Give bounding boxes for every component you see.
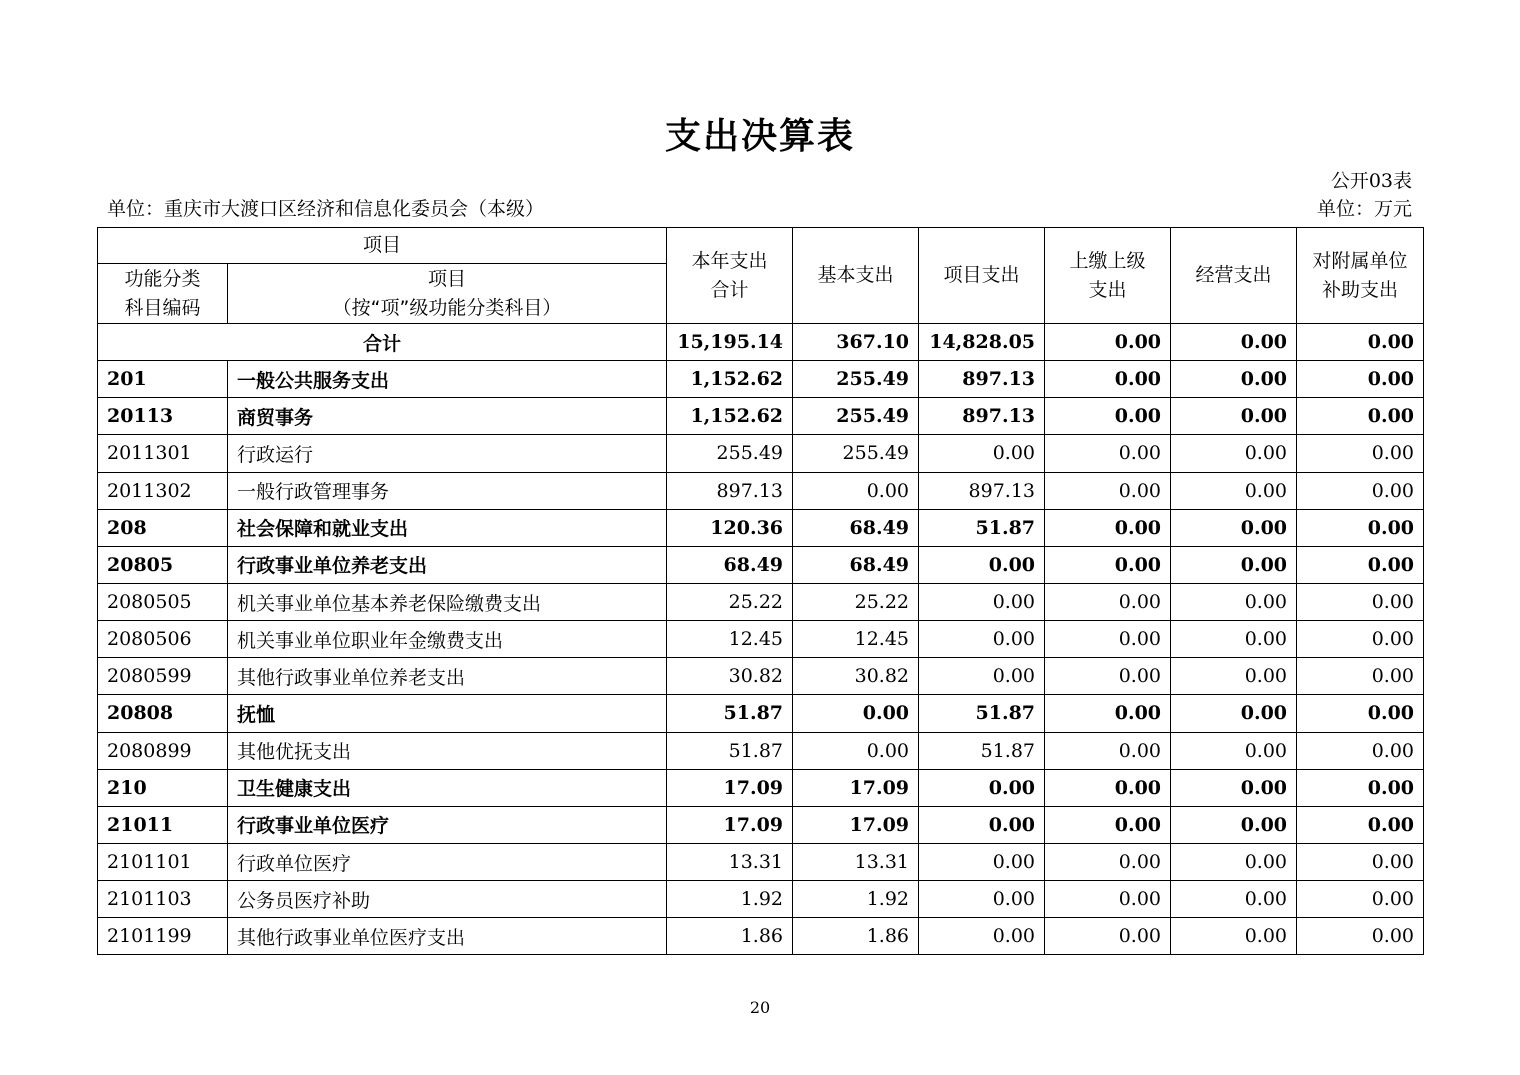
row-value: 0.00 bbox=[1045, 918, 1171, 955]
row-value: 12.45 bbox=[793, 621, 919, 658]
header-subsidy-line2: 补助支出 bbox=[1322, 278, 1399, 301]
row-value: 51.87 bbox=[919, 509, 1045, 546]
row-value: 897.13 bbox=[919, 361, 1045, 398]
row-value: 1.86 bbox=[667, 918, 793, 955]
row-value: 0.00 bbox=[1171, 546, 1297, 583]
row-value: 0.00 bbox=[1171, 732, 1297, 769]
row-value: 0.00 bbox=[919, 806, 1045, 843]
organization-unit: 单位：重庆市大渡口区经济和信息化委员会（本级） bbox=[107, 198, 545, 220]
row-value: 17.09 bbox=[793, 806, 919, 843]
header-upper-line1: 上缴上级 bbox=[1069, 249, 1146, 272]
row-code: 2101101 bbox=[98, 843, 228, 880]
row-value: 0.00 bbox=[919, 658, 1045, 695]
row-code: 20808 bbox=[98, 695, 228, 732]
row-value: 120.36 bbox=[667, 509, 793, 546]
row-name: 社会保障和就业支出 bbox=[228, 509, 667, 546]
row-code: 20113 bbox=[98, 398, 228, 435]
row-value: 13.31 bbox=[793, 843, 919, 880]
row-code: 2101199 bbox=[98, 918, 228, 955]
table-row bbox=[98, 509, 1424, 546]
row-value: 0.00 bbox=[1045, 546, 1171, 583]
row-value: 0.00 bbox=[1045, 695, 1171, 732]
row-name: 行政事业单位养老支出 bbox=[228, 546, 667, 583]
row-value: 13.31 bbox=[667, 843, 793, 880]
table-row bbox=[98, 472, 1424, 509]
table-row bbox=[98, 546, 1424, 583]
row-value: 0.00 bbox=[1171, 881, 1297, 918]
row-value: 0.00 bbox=[1297, 472, 1424, 509]
header-subsidy-line1: 对附属单位 bbox=[1312, 249, 1408, 272]
total-value: 15,195.14 bbox=[667, 324, 793, 361]
row-value: 0.00 bbox=[919, 621, 1045, 658]
row-value: 0.00 bbox=[1297, 695, 1424, 732]
row-value: 0.00 bbox=[919, 843, 1045, 880]
row-value: 0.00 bbox=[1297, 769, 1424, 806]
header-upper bbox=[1045, 228, 1171, 324]
header-code bbox=[98, 264, 228, 324]
table-row bbox=[98, 658, 1424, 695]
row-value: 0.00 bbox=[1297, 732, 1424, 769]
row-code: 21011 bbox=[98, 806, 228, 843]
row-value: 0.00 bbox=[793, 472, 919, 509]
row-name: 公务员医疗补助 bbox=[228, 881, 667, 918]
row-value: 30.82 bbox=[793, 658, 919, 695]
row-code: 2080505 bbox=[98, 583, 228, 620]
row-value: 0.00 bbox=[1045, 769, 1171, 806]
row-name: 其他行政事业单位医疗支出 bbox=[228, 918, 667, 955]
row-value: 0.00 bbox=[1171, 843, 1297, 880]
row-name: 其他优抚支出 bbox=[228, 732, 667, 769]
row-value: 0.00 bbox=[1045, 881, 1171, 918]
row-value: 255.49 bbox=[793, 361, 919, 398]
row-value: 12.45 bbox=[667, 621, 793, 658]
row-value: 0.00 bbox=[919, 435, 1045, 472]
row-value: 0.00 bbox=[1297, 843, 1424, 880]
row-value: 0.00 bbox=[1045, 806, 1171, 843]
row-value: 0.00 bbox=[1171, 695, 1297, 732]
header-name-line1: 项目 bbox=[428, 267, 467, 290]
row-value: 897.13 bbox=[919, 472, 1045, 509]
row-value: 1.92 bbox=[667, 881, 793, 918]
total-value: 0.00 bbox=[1045, 324, 1171, 361]
row-code: 2080599 bbox=[98, 658, 228, 695]
row-code: 20805 bbox=[98, 546, 228, 583]
row-value: 51.87 bbox=[919, 695, 1045, 732]
row-name: 一般公共服务支出 bbox=[228, 361, 667, 398]
header-item: 项目 bbox=[98, 228, 667, 264]
header-operating: 经营支出 bbox=[1171, 228, 1297, 324]
row-value: 0.00 bbox=[793, 695, 919, 732]
row-value: 0.00 bbox=[1045, 621, 1171, 658]
row-value: 0.00 bbox=[1045, 732, 1171, 769]
table-row bbox=[98, 695, 1424, 732]
row-code: 210 bbox=[98, 769, 228, 806]
row-value: 51.87 bbox=[667, 695, 793, 732]
row-value: 0.00 bbox=[1171, 769, 1297, 806]
table-row bbox=[98, 806, 1424, 843]
row-name: 其他行政事业单位养老支出 bbox=[228, 658, 667, 695]
row-value: 0.00 bbox=[919, 881, 1045, 918]
row-value: 1.92 bbox=[793, 881, 919, 918]
row-value: 51.87 bbox=[919, 732, 1045, 769]
table-row bbox=[98, 621, 1424, 658]
row-value: 68.49 bbox=[793, 509, 919, 546]
total-value: 367.10 bbox=[793, 324, 919, 361]
row-value: 0.00 bbox=[1171, 398, 1297, 435]
row-value: 0.00 bbox=[1171, 806, 1297, 843]
row-value: 17.09 bbox=[793, 769, 919, 806]
row-value: 1,152.62 bbox=[667, 361, 793, 398]
table-row bbox=[98, 435, 1424, 472]
row-name: 机关事业单位基本养老保险缴费支出 bbox=[228, 583, 667, 620]
row-code: 2080899 bbox=[98, 732, 228, 769]
row-value: 0.00 bbox=[1171, 621, 1297, 658]
row-value: 0.00 bbox=[1045, 398, 1171, 435]
row-value: 0.00 bbox=[1171, 658, 1297, 695]
table-row bbox=[98, 361, 1424, 398]
row-value: 0.00 bbox=[793, 732, 919, 769]
row-name: 行政单位医疗 bbox=[228, 843, 667, 880]
table-row bbox=[98, 918, 1424, 955]
header-name bbox=[228, 264, 667, 324]
row-value: 0.00 bbox=[1297, 658, 1424, 695]
table-row bbox=[98, 583, 1424, 620]
total-value: 0.00 bbox=[1171, 324, 1297, 361]
row-value: 1.86 bbox=[793, 918, 919, 955]
row-name: 卫生健康支出 bbox=[228, 769, 667, 806]
header-total bbox=[667, 228, 793, 324]
row-code: 2080506 bbox=[98, 621, 228, 658]
table-row bbox=[98, 843, 1424, 880]
total-value: 14,828.05 bbox=[919, 324, 1045, 361]
expenditure-table bbox=[97, 227, 1424, 955]
row-name: 一般行政管理事务 bbox=[228, 472, 667, 509]
row-value: 0.00 bbox=[1297, 583, 1424, 620]
total-label: 合计 bbox=[98, 324, 667, 361]
row-value: 17.09 bbox=[667, 806, 793, 843]
row-value: 51.87 bbox=[667, 732, 793, 769]
row-value: 0.00 bbox=[1045, 509, 1171, 546]
row-value: 0.00 bbox=[1045, 658, 1171, 695]
header-name-line2: （按“项”级功能分类科目） bbox=[332, 296, 562, 319]
table-row bbox=[98, 732, 1424, 769]
row-value: 255.49 bbox=[793, 435, 919, 472]
row-value: 0.00 bbox=[1297, 361, 1424, 398]
row-value: 0.00 bbox=[1171, 435, 1297, 472]
total-row bbox=[98, 324, 1424, 361]
row-value: 0.00 bbox=[1045, 472, 1171, 509]
row-value: 897.13 bbox=[919, 398, 1045, 435]
table-body bbox=[98, 324, 1424, 955]
row-code: 208 bbox=[98, 509, 228, 546]
row-value: 0.00 bbox=[1171, 918, 1297, 955]
row-value: 0.00 bbox=[919, 583, 1045, 620]
row-name: 机关事业单位职业年金缴费支出 bbox=[228, 621, 667, 658]
row-value: 255.49 bbox=[667, 435, 793, 472]
row-value: 30.82 bbox=[667, 658, 793, 695]
row-value: 0.00 bbox=[1171, 509, 1297, 546]
currency-unit: 单位：万元 bbox=[1316, 198, 1412, 220]
page-number: 20 bbox=[749, 998, 771, 1017]
header-code-line2: 科目编码 bbox=[124, 296, 201, 319]
row-value: 0.00 bbox=[1045, 361, 1171, 398]
table-row bbox=[98, 769, 1424, 806]
row-value: 1,152.62 bbox=[667, 398, 793, 435]
header-subsidy bbox=[1297, 228, 1424, 324]
header-project: 项目支出 bbox=[919, 228, 1045, 324]
row-value: 25.22 bbox=[667, 583, 793, 620]
row-value: 0.00 bbox=[1297, 546, 1424, 583]
row-value: 68.49 bbox=[667, 546, 793, 583]
row-code: 2011301 bbox=[98, 435, 228, 472]
row-value: 68.49 bbox=[793, 546, 919, 583]
row-value: 0.00 bbox=[919, 918, 1045, 955]
page-title: 支出决算表 bbox=[664, 116, 855, 157]
header-upper-line2: 支出 bbox=[1088, 278, 1127, 301]
row-value: 0.00 bbox=[1297, 509, 1424, 546]
row-value: 0.00 bbox=[1045, 435, 1171, 472]
form-number: 公开03表 bbox=[1330, 170, 1412, 192]
row-value: 0.00 bbox=[1171, 583, 1297, 620]
row-value: 0.00 bbox=[1045, 583, 1171, 620]
row-value: 0.00 bbox=[1045, 843, 1171, 880]
row-value: 0.00 bbox=[1297, 435, 1424, 472]
row-value: 0.00 bbox=[1297, 806, 1424, 843]
row-code: 201 bbox=[98, 361, 228, 398]
row-value: 17.09 bbox=[667, 769, 793, 806]
row-value: 0.00 bbox=[1297, 621, 1424, 658]
header-total-line1: 本年支出 bbox=[691, 249, 768, 272]
row-name: 行政运行 bbox=[228, 435, 667, 472]
row-value: 0.00 bbox=[1297, 918, 1424, 955]
row-value: 0.00 bbox=[1297, 398, 1424, 435]
row-value: 255.49 bbox=[793, 398, 919, 435]
row-code: 2011302 bbox=[98, 472, 228, 509]
header-basic: 基本支出 bbox=[793, 228, 919, 324]
header-code-line1: 功能分类 bbox=[124, 267, 201, 290]
table-row bbox=[98, 398, 1424, 435]
row-value: 0.00 bbox=[1171, 361, 1297, 398]
row-value: 0.00 bbox=[919, 546, 1045, 583]
row-name: 商贸事务 bbox=[228, 398, 667, 435]
row-value: 0.00 bbox=[1171, 472, 1297, 509]
row-value: 0.00 bbox=[1297, 881, 1424, 918]
row-value: 897.13 bbox=[667, 472, 793, 509]
row-value: 25.22 bbox=[793, 583, 919, 620]
row-value: 0.00 bbox=[919, 769, 1045, 806]
row-name: 行政事业单位医疗 bbox=[228, 806, 667, 843]
row-name: 抚恤 bbox=[228, 695, 667, 732]
row-code: 2101103 bbox=[98, 881, 228, 918]
total-value: 0.00 bbox=[1297, 324, 1424, 361]
table-row bbox=[98, 881, 1424, 918]
header-total-line2: 合计 bbox=[710, 278, 749, 301]
